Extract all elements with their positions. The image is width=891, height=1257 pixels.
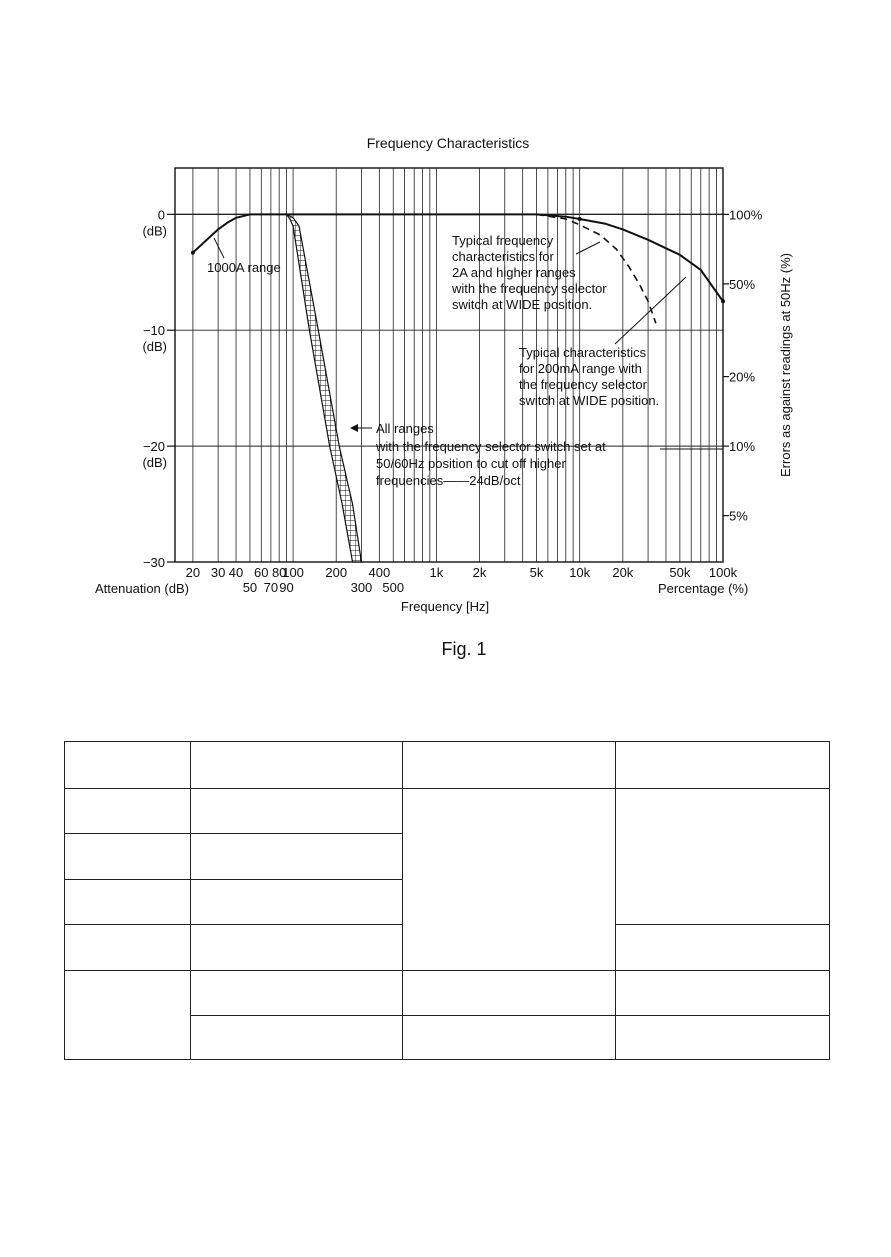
x-tick-label: 500 bbox=[382, 580, 405, 595]
table-cell bbox=[191, 880, 403, 925]
table-cell bbox=[403, 789, 616, 971]
table-cell bbox=[403, 742, 616, 789]
table-cell bbox=[191, 971, 403, 1016]
x-tick-label: 100k bbox=[708, 565, 738, 580]
left-tick-label: 0 bbox=[157, 207, 165, 223]
table-cell bbox=[191, 1016, 403, 1060]
annotation-50-60hz-arrowhead bbox=[350, 424, 358, 432]
annotation-wide-200ma-leader bbox=[615, 277, 686, 344]
series-50-60hz-band bbox=[287, 214, 362, 562]
table-cell bbox=[191, 834, 403, 880]
table-cell bbox=[616, 1016, 830, 1060]
right-axis-footer: Percentage (%) bbox=[658, 581, 749, 596]
annotation-wide-2a bbox=[451, 233, 607, 312]
left-tick-unit: (dB) bbox=[142, 339, 167, 355]
table-cell bbox=[65, 925, 191, 971]
table-cell bbox=[191, 925, 403, 971]
left-axis bbox=[142, 207, 175, 570]
annotation-wide-200ma-line: switch at WIDE position. bbox=[519, 393, 660, 408]
table-cell bbox=[616, 742, 830, 789]
annotation-50-60hz-line: All ranges bbox=[376, 421, 434, 436]
series-point bbox=[191, 251, 195, 255]
table-cell bbox=[191, 789, 403, 834]
series-point bbox=[578, 217, 582, 221]
chart-title: Frequency Characteristics bbox=[366, 135, 530, 151]
table-cell bbox=[403, 1016, 616, 1060]
annotation-wide-200ma-line: the frequency selector bbox=[519, 377, 647, 392]
table-cell bbox=[191, 742, 403, 789]
right-axis bbox=[723, 207, 763, 523]
right-axis-label: Errors as against readings at 50Hz (%) bbox=[778, 253, 793, 477]
right-tick-label: 5% bbox=[729, 508, 748, 524]
table-row bbox=[65, 789, 830, 834]
annotation-1000a-leader bbox=[214, 238, 224, 258]
table-cell bbox=[616, 925, 830, 971]
annotation-wide-2a-line: characteristics for bbox=[452, 249, 554, 264]
table-cell bbox=[616, 789, 830, 925]
table-cell bbox=[65, 789, 191, 834]
annotation-wide-2a-line: 2A and higher ranges bbox=[452, 265, 576, 280]
annotation-50-60hz-line: frequencies——24dB/oct bbox=[376, 473, 521, 488]
table-row bbox=[65, 971, 830, 1016]
x-tick-label: 100 bbox=[282, 565, 304, 580]
x-tick-label: 30 bbox=[210, 565, 226, 580]
annotation-wide-2a-line: Typical frequency bbox=[452, 233, 554, 248]
annotation-50-60hz-line: 50/60Hz position to cut off higher bbox=[376, 456, 566, 471]
spec-table bbox=[64, 741, 830, 1060]
x-tick-label: 400 bbox=[368, 565, 391, 580]
right-tick-label: 10% bbox=[729, 439, 756, 455]
table-cell bbox=[65, 971, 191, 1060]
x-axis bbox=[186, 565, 738, 595]
x-tick-label: 50k bbox=[669, 565, 691, 580]
x-tick-label: 2k bbox=[472, 565, 487, 580]
right-tick-label: 20% bbox=[729, 369, 756, 385]
table-row bbox=[65, 742, 830, 789]
right-tick-label: 50% bbox=[729, 276, 756, 292]
annotation-wide-200ma-line: for 200mA range with bbox=[519, 361, 642, 376]
annotation-50-60hz-line: with the frequency selector switch set at bbox=[376, 439, 606, 454]
x-tick-label: 5k bbox=[529, 565, 544, 580]
left-tick-label: −10 bbox=[142, 323, 165, 339]
left-tick-label: −20 bbox=[142, 439, 165, 455]
annotation-1000a-range: 1000A range bbox=[207, 260, 281, 275]
left-tick-label: −30 bbox=[142, 555, 165, 570]
series-point bbox=[721, 299, 725, 303]
x-axis-label: Frequency [Hz] bbox=[400, 599, 490, 614]
left-tick-unit: (dB) bbox=[142, 455, 167, 471]
left-tick-unit: (dB) bbox=[142, 223, 167, 239]
annotation-wide-200ma-line: Typical characteristics bbox=[519, 345, 647, 360]
table-cell bbox=[403, 971, 616, 1016]
x-tick-label: 1k bbox=[429, 565, 444, 580]
x-tick-label: 300 bbox=[350, 580, 373, 595]
table-cell bbox=[65, 834, 191, 880]
x-tick-label: 90 bbox=[279, 580, 294, 595]
figure-label: Fig. 1 bbox=[441, 639, 487, 659]
right-tick-label: 100% bbox=[729, 207, 763, 223]
left-axis-label: Attenuation (dB) bbox=[95, 581, 189, 596]
x-tick-label: 20k bbox=[612, 565, 634, 580]
x-tick-label: 70 bbox=[263, 580, 279, 595]
x-tick-label: 40 bbox=[228, 565, 244, 580]
table-cell bbox=[65, 880, 191, 925]
table-cell bbox=[616, 971, 830, 1016]
table-cell bbox=[65, 742, 191, 789]
x-tick-label: 200 bbox=[325, 565, 348, 580]
x-tick-label: 20 bbox=[185, 565, 201, 580]
x-tick-label: 10k bbox=[569, 565, 591, 580]
x-tick-label: 80 bbox=[271, 565, 287, 580]
annotation-wide-2a-line: switch at WIDE position. bbox=[452, 297, 593, 312]
x-tick-label: 60 bbox=[254, 565, 269, 580]
annotation-wide-2a-line: with the frequency selector bbox=[452, 281, 607, 296]
x-tick-label: 50 bbox=[242, 580, 258, 595]
